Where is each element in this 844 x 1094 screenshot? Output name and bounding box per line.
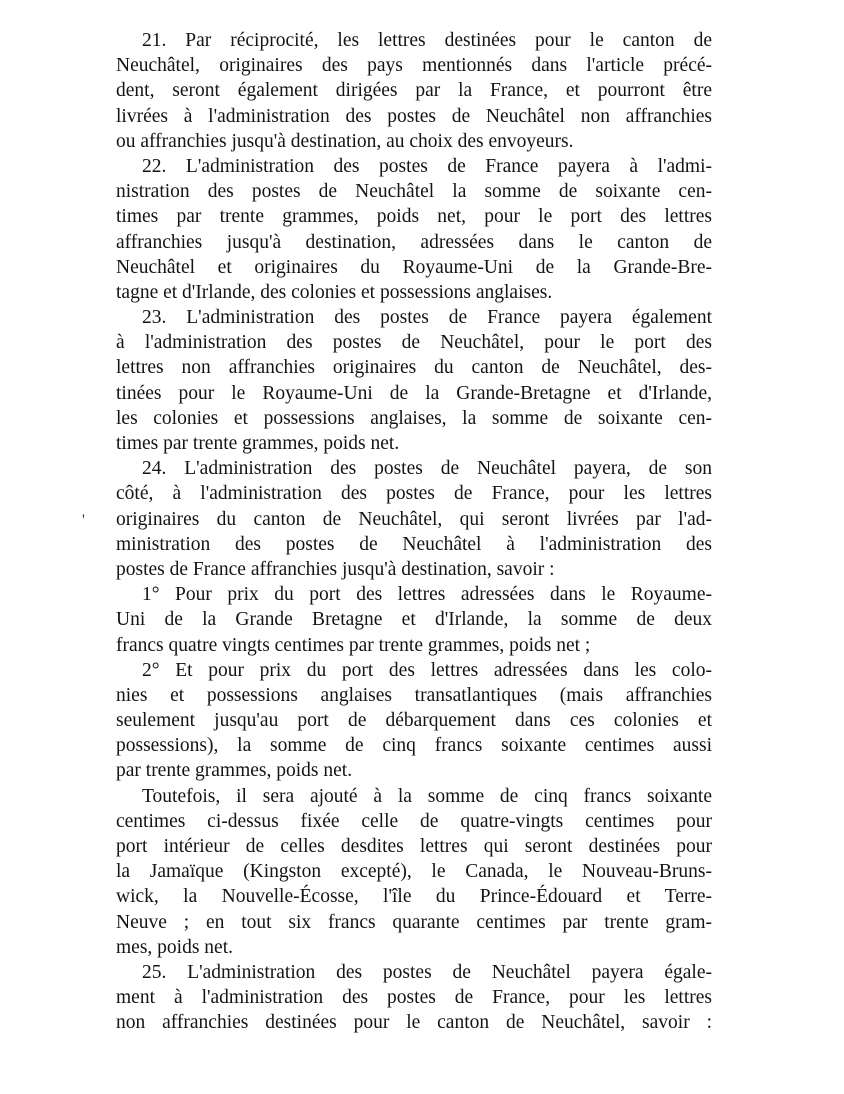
text-line: wick, la Nouvelle-Écosse, l'île du Prince-Édouard et Terre- bbox=[116, 886, 712, 908]
text-line: dent, seront également dirigées par la France, et pourront être bbox=[116, 80, 712, 102]
text-line: non affranchies destinées pour le canton de Neuchâtel, savoir : bbox=[116, 1012, 712, 1034]
text-line: affranchies jusqu'à destination, adressées dans le canton de bbox=[116, 231, 712, 253]
text-line: Uni de la Grande Bretagne et d'Irlande, la somme de deux bbox=[116, 609, 712, 631]
item-1-line: 1° Pour prix du port des lettres adressées dans le Royaume- bbox=[142, 584, 712, 606]
text-line: Neuve ; en tout six francs quarante centimes par trente gram- bbox=[116, 911, 712, 933]
document-body bbox=[116, 28, 712, 1036]
text-line: tagne et d'Irlande, des colonies et possessions anglaises. bbox=[116, 281, 553, 303]
text-line: nies et possessions anglaises transatlantiques (mais affranchies bbox=[116, 684, 712, 706]
text-line: postes de France affranchies jusqu'à destination, savoir : bbox=[116, 558, 555, 580]
text-line: tinées pour le Royaume-Uni de la Grande-Bretagne et d'Irlande, bbox=[116, 382, 712, 404]
text-line: ou affranchies jusqu'à destination, au choix des envoyeurs. bbox=[116, 130, 574, 152]
text-line: times par trente grammes, poids net, pour le port des lettres bbox=[116, 206, 712, 228]
article-23-heading-line: 23. L'administration des postes de France payera également bbox=[142, 307, 712, 329]
text-line: lettres non affranchies originaires du canton de Neuchâtel, des- bbox=[116, 357, 712, 379]
text-line: times par trente grammes, poids net. bbox=[116, 433, 400, 454]
text-line: centimes ci-dessus fixée celle de quatre-vingts centimes pour bbox=[116, 810, 712, 832]
text-line: originaires du canton de Neuchâtel, qui seront livrées par l'ad- bbox=[116, 508, 712, 530]
article-25-heading-line: 25. L'administration des postes de Neuchâtel payera égale- bbox=[142, 961, 712, 983]
text-line: seulement jusqu'au port de débarquement dans ces colonies et bbox=[116, 710, 712, 732]
article-22-heading-line: 22. L'administration des postes de France payera à l'admi- bbox=[142, 155, 712, 177]
text-line: les colonies et possessions anglaises, la somme de soixante cen- bbox=[116, 407, 712, 429]
toutefois-paragraph-line: Toutefois, il sera ajouté à la somme de cinq francs soixante bbox=[142, 785, 712, 807]
item-2-line: 2° Et pour prix du port des lettres adressées dans les colo- bbox=[142, 659, 712, 681]
text-line: francs quatre vingts centimes par trente grammes, poids net ; bbox=[116, 634, 591, 656]
text-line: côté, à l'administration des postes de France, pour les lettres bbox=[116, 483, 712, 505]
text-line: à l'administration des postes de Neuchâtel, pour le port des bbox=[116, 332, 712, 354]
article-21-heading-line: 21. Par réciprocité, les lettres destinées pour le canton de bbox=[142, 30, 712, 51]
text-line: ment à l'administration des postes de France, pour les lettres bbox=[116, 987, 712, 1009]
text-line: livrées à l'administration des postes de Neuchâtel non affranchies bbox=[116, 105, 712, 127]
text-line: Neuchâtel et originaires du Royaume-Uni de la Grande-Bre- bbox=[116, 256, 712, 278]
margin-mark: ' bbox=[82, 512, 85, 529]
text-line: Neuchâtel, originaires des pays mentionnés dans l'article précé- bbox=[116, 55, 712, 77]
text-line: possessions), la somme de cinq francs soixante centimes aussi bbox=[116, 735, 712, 757]
text-line: ministration des postes de Neuchâtel à l'administration des bbox=[116, 533, 712, 555]
article-24-heading-line: 24. L'administration des postes de Neuchâtel payera, de son bbox=[142, 458, 712, 480]
text-line: la Jamaïque (Kingston excepté), le Canada, le Nouveau-Bruns- bbox=[116, 861, 712, 883]
text-line: port intérieur de celles desdites lettres qui seront destinées pour bbox=[116, 836, 712, 857]
text-line: mes, poids net. bbox=[116, 936, 233, 958]
text-line: par trente grammes, poids net. bbox=[116, 760, 353, 782]
text-line: nistration des postes de Neuchâtel la somme de soixante cen- bbox=[116, 181, 712, 203]
